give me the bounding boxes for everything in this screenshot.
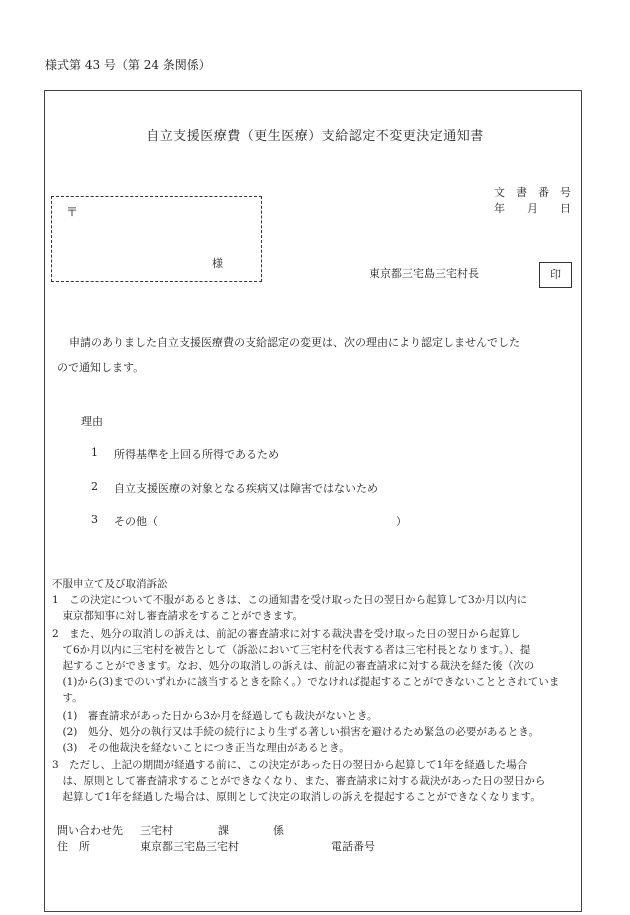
reason-number: 2: [91, 480, 98, 493]
reason-text: 所得基準を上回る所得であるため: [114, 448, 279, 461]
postal-mark: 〒: [66, 205, 79, 219]
body-text-line-1: 申請のありました自立支援医療費の支給認定の変更は、次の理由により認定しませんでした: [69, 336, 520, 349]
seal-box: 印: [539, 262, 572, 288]
address-value: 東京都三宅島三宅村: [140, 840, 239, 853]
objection-line: 1 この決定について不服があるときは、この通知書を受け取った日の翌日から起算して3か月以内に: [52, 594, 528, 606]
objection-line: (1) 審査請求があった日から3か月を経過しても裁決がないとき。: [52, 710, 378, 722]
reason-number: 3: [91, 513, 98, 526]
objection-line: (2) 処分、処分の執行又は手続の続行により生ずる著しい損害を避けるため緊急の必要があるとき。: [52, 726, 539, 738]
objection-line: す。: [52, 692, 83, 704]
reason-text-other: その他（: [114, 515, 158, 528]
addressee-honorific: 様: [212, 257, 223, 270]
document-number-label: 文 書 番 号: [494, 186, 571, 199]
objection-line: (1)から(3)までのいずれかに該当するときを除く。）でなければ提起することができないこととされていま: [52, 676, 560, 688]
objection-line: 東京都知事に対し審査請求をすることができます。: [52, 610, 304, 622]
reason-text: 自立支援医療の対象となる疾病又は障害ではないため: [114, 482, 378, 495]
objection-heading: 不服申立て及び取消訴訟: [52, 578, 168, 590]
phone-label: 電話番号: [331, 840, 375, 853]
issuer-name: 東京都三宅島三宅村長: [369, 267, 479, 280]
contact-section-suffix: 課: [218, 824, 229, 837]
objection-line: 3 ただし、上記の期間が経過する前に、この決定があった日の翌日から起算して1年を経過した場合: [52, 759, 528, 771]
addressee-box: [51, 196, 262, 282]
objection-line: 2 また、処分の取消しの訴えは、前記の審査請求に対する裁決書を受け取った日の翌日から起算し: [52, 628, 521, 640]
objection-line: (3) その他裁決を経ないことにつき正当な理由があるとき。: [52, 742, 350, 754]
form-number: 様式第 43 号（第 24 条関係）: [45, 58, 211, 72]
document-title: 自立支援医療費（更生医療）支給認定不変更決定通知書: [146, 129, 484, 144]
address-label: 住 所: [57, 840, 90, 853]
contact-subsection-suffix: 係: [273, 824, 284, 837]
objection-line: て6か月以内に三宅村を被告として（訴訟において三宅村を代表する者は三宅村長となります。）、提: [52, 644, 531, 656]
reason-number: 1: [91, 446, 98, 459]
objection-line: は、原則として審査請求することができなくなり、また、審査請求に対する裁決があった日の翌日から: [52, 775, 546, 787]
reason-heading: 理由: [81, 415, 103, 428]
body-text-line-2: ので通知します。: [57, 361, 145, 374]
contact-label: 問い合わせ先: [57, 824, 123, 837]
contact-village: 三宅村: [140, 824, 173, 837]
objection-line: 起することができます。なお、処分の取消しの訴えは、前記の審査請求に対する裁決を経た後（次の: [52, 660, 535, 672]
objection-line: 起算して1年を経過した場合は、原則として決定の取消しの訴えを提起することができなくなります。: [52, 791, 541, 803]
reason-other-close-paren: ）: [396, 515, 407, 528]
date-label: 年 月 日: [494, 202, 571, 215]
